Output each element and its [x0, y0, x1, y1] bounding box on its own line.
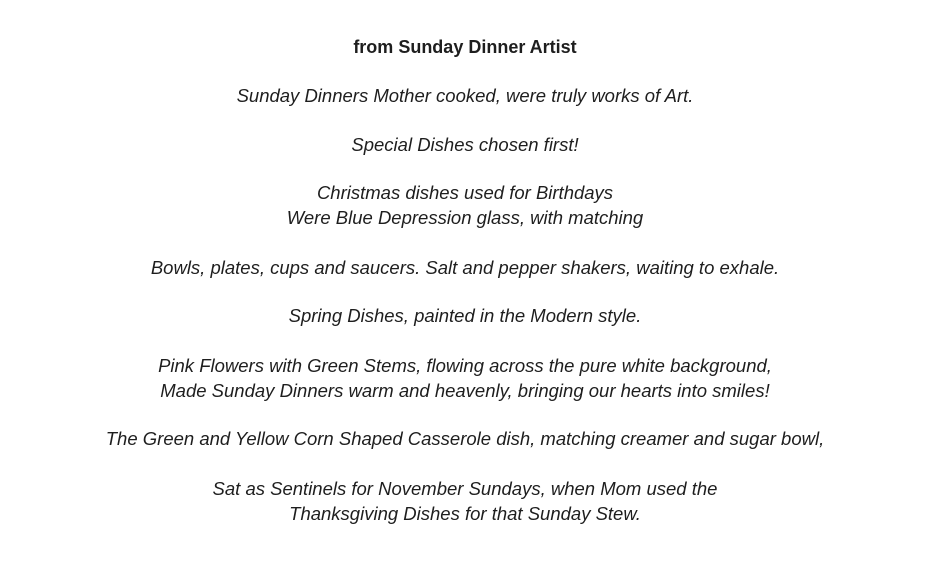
stanza-3 [0, 181, 930, 230]
poem-line: The Green and Yellow Corn Shaped Casserole dish, matching creamer and sugar bowl, [105, 428, 825, 449]
poem-line: Christmas dishes used for Birthdays [316, 182, 614, 203]
stanza-7 [0, 427, 930, 452]
poem-line: Sat as Sentinels for November Sundays, when Mom used the [212, 478, 718, 499]
poem-line: Thanksgiving Dishes for that Sunday Stew. [289, 502, 641, 524]
stanza-2 [0, 133, 930, 158]
stanza-4 [0, 256, 930, 281]
poem-line: Spring Dishes, painted in the Modern style. [288, 305, 642, 326]
stanza-8 [0, 477, 930, 526]
poem-line: Sunday Dinners Mother cooked, were truly works of Art. [236, 85, 694, 106]
poem-line: Made Sunday Dinners warm and heavenly, bringing our hearts into smiles! [160, 379, 770, 401]
poem-line: Bowls, plates, cups and saucers. Salt and pepper shakers, waiting to exhale. [150, 257, 780, 278]
poem-line: Pink Flowers with Green Stems, flowing across the pure white background, [158, 355, 772, 376]
stanza-5 [0, 304, 930, 329]
stanza-6 [0, 354, 930, 403]
poem-line: Were Blue Depression glass, with matching [286, 206, 644, 228]
poem-line: Special Dishes chosen first! [351, 134, 579, 155]
poem-title: from Sunday Dinner Artist [353, 37, 577, 57]
stanza-1 [0, 84, 930, 109]
